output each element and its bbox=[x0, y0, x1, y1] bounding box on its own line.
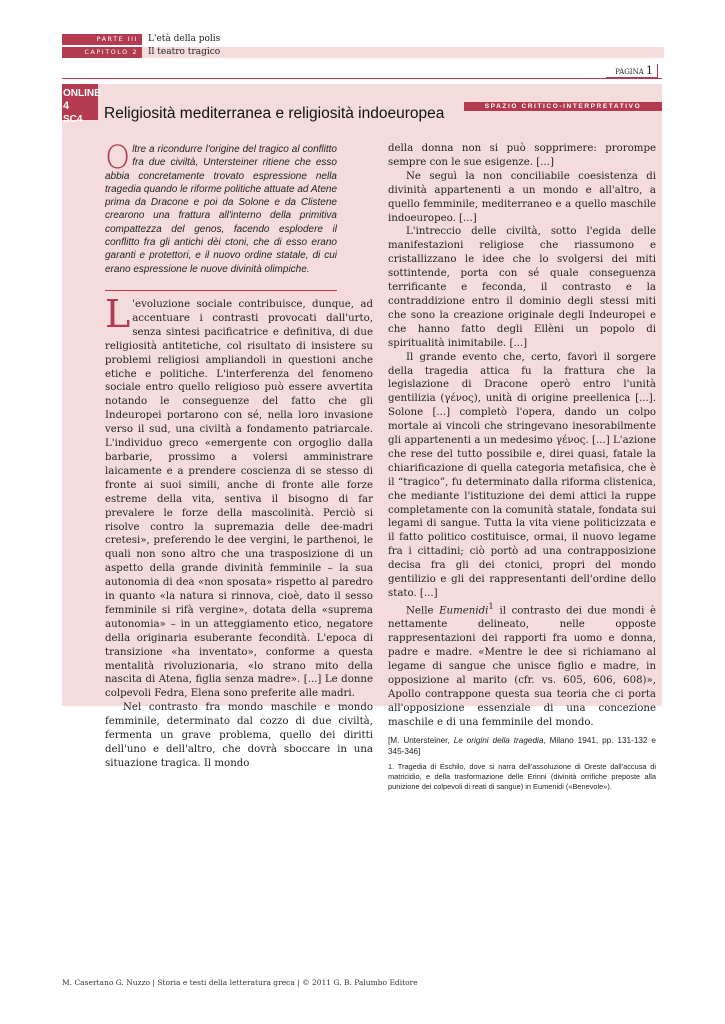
page-indicator bbox=[606, 64, 658, 78]
page-title: Religiosità mediterranea e religiosità indoeuropea bbox=[104, 105, 445, 122]
paragraph: Nelle Eumenidi$^1$ il contrasto dei due mondi è nettamente delineato, nelle opposte rappresentazioni dei rapporti fra uomo e donna, padre e madre. «Mentre le dee si richiamano al legame di sangue che unisce figlio e madre, in opposizione al marito (cfr. vs. 605, 606, 608)», Apollo contrappone questa sua teoria che ci porta all'opposizione essenziale di una concezione maschile e di una femminile del mondo. bbox=[388, 601, 656, 728]
right-column bbox=[388, 142, 656, 792]
part-title: L'età della polis bbox=[142, 34, 664, 45]
part-label: PARTE III bbox=[62, 34, 142, 45]
section-code: SC4 bbox=[63, 114, 83, 125]
part-header bbox=[62, 34, 664, 45]
paragraph: Nel contrasto fra mondo maschile e mondo femminile, determinato dal cozzo di due civiltà, fermenta un grave problema, quello dei diritti dell'uno e dell'altro, che dovrà sboccare in una situazione tragica. Il mondo bbox=[105, 702, 373, 769]
left-column bbox=[105, 292, 373, 771]
paragraph: della donna non si può sopprimere: prorompe sempre con le sue esigenze. [...] bbox=[388, 143, 656, 168]
work-title: Eumenidi bbox=[439, 605, 489, 617]
header-divider bbox=[62, 78, 662, 79]
paragraph: Ne seguì la non conciliabile coesistenza di divinità appartenenti a un mondo e all'altro, a quello femminile, mediterraneo e a quello maschile indoeuropeo. [...] bbox=[388, 170, 656, 224]
page-label: PAGINA bbox=[615, 68, 644, 76]
footnote-ref: 1 bbox=[488, 601, 494, 612]
footnote: 1. Tragedia di Eschilo, dove si narra dell'assoluzione di Oreste dall'accusa di matricidio, e della trasformazione delle Erinni (divinità orrifiche preposte alla punizione dei colpevoli di reati di sangue) in Eumenidi («Benevole»). bbox=[388, 762, 656, 792]
abstract bbox=[105, 138, 338, 276]
paragraph: L'intreccio delle civiltà, sotto l'egida delle manifestazioni religiose che riassumono e cristallizzano le idee che lo svolgersi dei miti sottintende, porta con sé quale conseguenza terrificante e feconda, il contrasto e la contraddizione entro il dominio degli stessi miti che sono la creazione originale degli Indeuropei e che hanno fatto degli Ellèni un popolo di spiritualità inimitabile. [...] bbox=[388, 226, 656, 349]
abstract-divider bbox=[105, 290, 337, 291]
page-number: 1 bbox=[646, 64, 653, 77]
paragraph: Il grande evento che, certo, favorì il sorgere della tragedia attica fu la frattura che la legislazione di Dracone operò entro l'unità gentilizia (γένος), unità di origine preellenica [...]. Solone [...] completò l'opera, dando un colpo mortale ai vincoli che stringevano inesorabilmente gli appartenenti a un medesimo γένος. [...] L'azione che rese del tutto possibile e, direi quasi, fatale la chiarificazione di quella categoria metafisica, che è il “tragico”, fu determinato dalla riforma clistenica, che mediante l'istituzione dei demi attici la ruppe completamente con la comunità statale, fondata sui legami di sangue. Tutta la vita viene politicizzata e il fatto politico costituisce, ormai, il nuovo legame fra i cittadini; ciò portò ad una contrapposizione decisa fra gli dei ctonici, propri del mondo gentilizio e gli dei rappresentanti dell'ordine dello stato. [...] bbox=[388, 351, 656, 599]
citation: [M. Untersteiner, Le origini della tragedia, Milano 1941, pp. 131-132 e 345-346] bbox=[388, 736, 656, 757]
section-label: SPAZIO CRITICO-INTERPRETATIVO bbox=[464, 102, 662, 111]
chapter-label: CAPITOLO 2 bbox=[62, 47, 142, 58]
abstract-text: ltre a ricondurre l'origine del tragico al conflitto fra due civiltà, Untersteiner ritiene che esso abbia concretamente trovato espressione nella tragedia quando le riforme politiche attuate ad Atene prima da Dracone e poi da Solone e da Clistene crearono una frattura all'interno della primitiva compattezza del genos, facendo esplodere il conflitto fra gli antichi dèi ctoni, che di esso erano garanti e protettori, e il nuovo ordine statale, di cui erano espressione le nuove divinità olimpiche. bbox=[105, 144, 338, 275]
online-label: ONLINE bbox=[63, 88, 101, 99]
abstract-drop-cap: O bbox=[105, 138, 131, 176]
online-tag bbox=[62, 84, 101, 125]
paragraph: L 'evoluzione sociale contribuisce, dunque, ad accentuare i contrasti provocati dall'urto, senza sintesi pacificatrice e definitiva, di due religiosità antitetiche, col risultato di insistere su problemi religiosi ampliandoli in questioni anche etiche e politiche. L'interferenza del fenomeno sociale entro quello religioso può essere avvertita notando le conseguenze del fatto che gli Indeuropei portarono con sé, nella loro invasione verso il sud, una civiltà a fondamento patriarcale. L'individuo greco «emergente con orgoglio dalla barbarie, prossimo a volersi amministrare laicamente e a prendere coscienza di se stesso di fronte ai suoi simili, anche di fronte alle forze estreme della vita, sentiva il bisogno di far prevalere le forze della mascolinità. Perciò si risolve contro la supremazia delle dee-madri cretesi», preferendo le dee vergini, le parthenoi, le quali non sono altro che una trasposizione di un aspetto della grande divinità femminile – la sua autonomia di dea «non sposata» rispetto al paredro in quanto «la natura si rinnova, cioè, dato il sesso femminile si rifà vergine», dotata della «suprema autonomia» – in un atteggiamento etico, negatore della originaria esuberante fecondità. L'epoca di transizione «ha inventato», conforme a questa mentalità rivoluzionaria, «lo strano mito della nascita di Atena, figlia senza madre». [...] Le donne colpevoli Fedra, Elena sono preferite alle madri. bbox=[105, 292, 373, 700]
chapter-title: Il teatro tragico bbox=[142, 47, 664, 58]
online-number: 4 bbox=[63, 100, 70, 112]
drop-cap: L bbox=[105, 292, 131, 336]
page-footer: M. Casertano G. Nuzzo | Storia e testi della letteratura greca | © 2011 G. B. Palumbo Editore bbox=[62, 978, 418, 987]
chapter-header bbox=[62, 47, 664, 58]
